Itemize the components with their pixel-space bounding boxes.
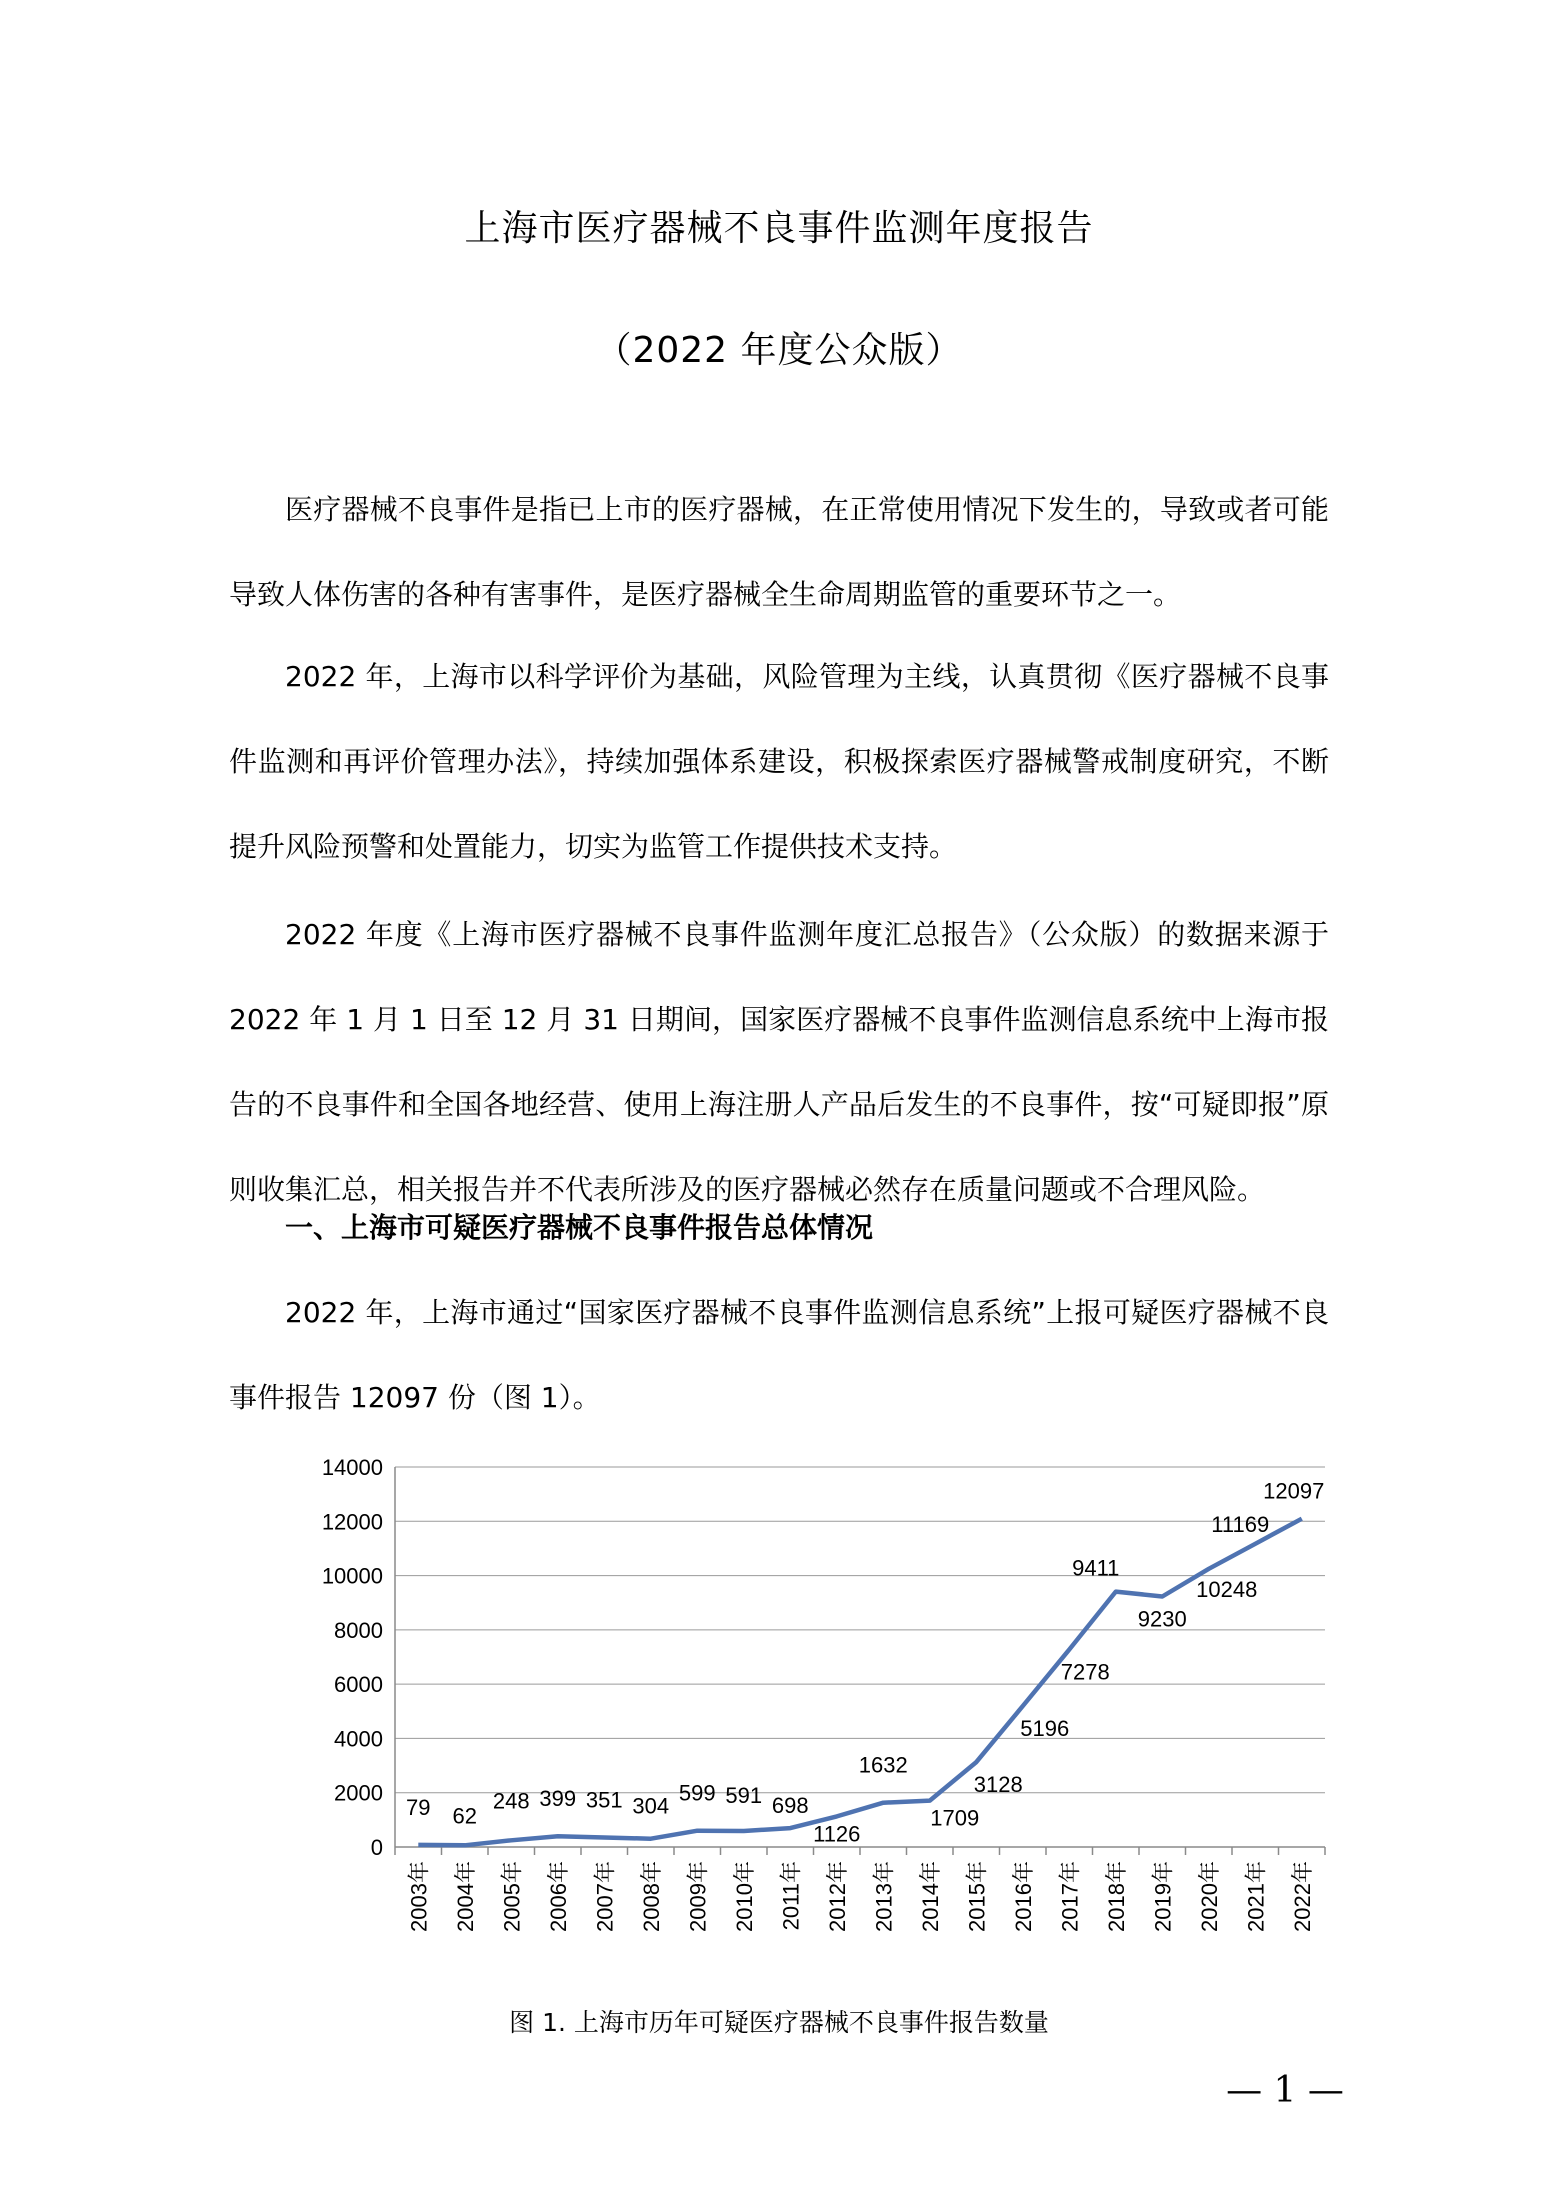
data-label: 1126 [813,1821,861,1847]
data-label: 698 [771,1793,809,1819]
data-label: 12097 [1263,1478,1325,1504]
x-tick-label: 2008年 [638,1861,664,1932]
paragraph-data-source: 2022 年度《上海市医疗器械不良事件监测年度汇总报告》（公众版）的数据来源于 2022 年 1 月 1 日至 12 月 31 日期间，国家医疗器械不良事件监测信息系统中上海市报告的不良事件和全国各地经营、使用上海注册人产品后发生的不良事件，按“可疑即报”原则收集汇总，相关报告并不代表所涉及的医疗器械必然存在质量问题或不合理风险。 [229,918,1329,1206]
x-tick-label: 2011年 [778,1861,804,1931]
y-tick-label: 2000 [334,1780,383,1806]
y-tick-label: 8000 [334,1617,383,1643]
data-label: 79 [406,1794,431,1820]
data-label: 11169 [1211,1511,1270,1537]
y-tick-label: 12000 [321,1509,383,1535]
data-label: 7278 [1060,1659,1110,1685]
data-label: 9230 [1137,1606,1187,1632]
data-label: 9411 [1072,1555,1120,1581]
x-tick-label: 2018年 [1103,1861,1129,1932]
x-tick-label: 2005年 [499,1861,525,1932]
x-tick-label: 2003年 [406,1861,432,1932]
data-label: 1709 [930,1805,980,1831]
data-label: 62 [452,1803,477,1829]
data-label: 248 [492,1788,530,1814]
x-tick-label: 2006年 [545,1861,571,1932]
data-label: 351 [585,1787,623,1813]
paragraph-summary: 2022 年，上海市通过“国家医疗器械不良事件监测信息系统”上报可疑医疗器械不良事件报告 12097 份（图 1）。 [229,1296,1329,1414]
y-tick-label: 4000 [334,1726,383,1752]
x-tick-label: 2015年 [964,1861,990,1932]
data-label: 10248 [1196,1576,1258,1602]
line-chart-svg [280,1440,1360,1980]
paragraph-overview: 2022 年，上海市以科学评价为基础，风险管理为主线，认真贯彻《医疗器械不良事件监测和再评价管理办法》，持续加强体系建设，积极探索医疗器械警戒制度研究，不断提升风险预警和处置能力，切实为监管工作提供技术支持。 [229,660,1329,863]
page-number: — 1 — [1226,2070,1344,2111]
data-label: 304 [632,1793,670,1819]
data-label: 399 [539,1786,577,1812]
data-label: 5196 [1020,1715,1070,1741]
data-label: 3128 [973,1772,1023,1798]
document-subtitle: （2022 年度公众版） [595,330,963,371]
x-tick-label: 2020年 [1196,1861,1222,1932]
x-tick-label: 2007年 [592,1861,618,1932]
x-tick-label: 2019年 [1150,1861,1176,1932]
y-tick-label: 10000 [321,1563,383,1589]
report-count-chart [280,1440,1360,1980]
y-tick-label: 14000 [321,1455,383,1480]
data-label: 591 [725,1782,763,1808]
paragraph-definition: 医疗器械不良事件是指已上市的医疗器械，在正常使用情况下发生的，导致或者可能导致人体伤害的各种有害事件，是医疗器械全生命周期监管的重要环节之一。 [229,493,1329,611]
data-label: 1632 [858,1752,908,1778]
x-tick-label: 2014年 [917,1861,943,1932]
x-tick-label: 2021年 [1243,1861,1269,1932]
document-title: 上海市医疗器械不良事件监测年度报告 [464,208,1094,249]
x-tick-label: 2016年 [1010,1861,1036,1932]
y-tick-label: 6000 [334,1672,383,1698]
x-tick-label: 2010年 [731,1861,757,1932]
figure-caption: 图 1. 上海市历年可疑医疗器械不良事件报告数量 [509,2008,1049,2037]
x-tick-label: 2009年 [685,1861,711,1932]
data-label: 599 [678,1780,716,1806]
x-tick-label: 2012年 [824,1861,850,1932]
x-tick-label: 2013年 [871,1861,897,1932]
x-tick-label: 2022年 [1289,1861,1315,1932]
x-tick-label: 2004年 [452,1861,478,1932]
section-heading: 一、上海市可疑医疗器械不良事件报告总体情况 [285,1211,874,1244]
y-tick-label: 0 [370,1835,383,1860]
x-tick-label: 2017年 [1057,1861,1083,1932]
